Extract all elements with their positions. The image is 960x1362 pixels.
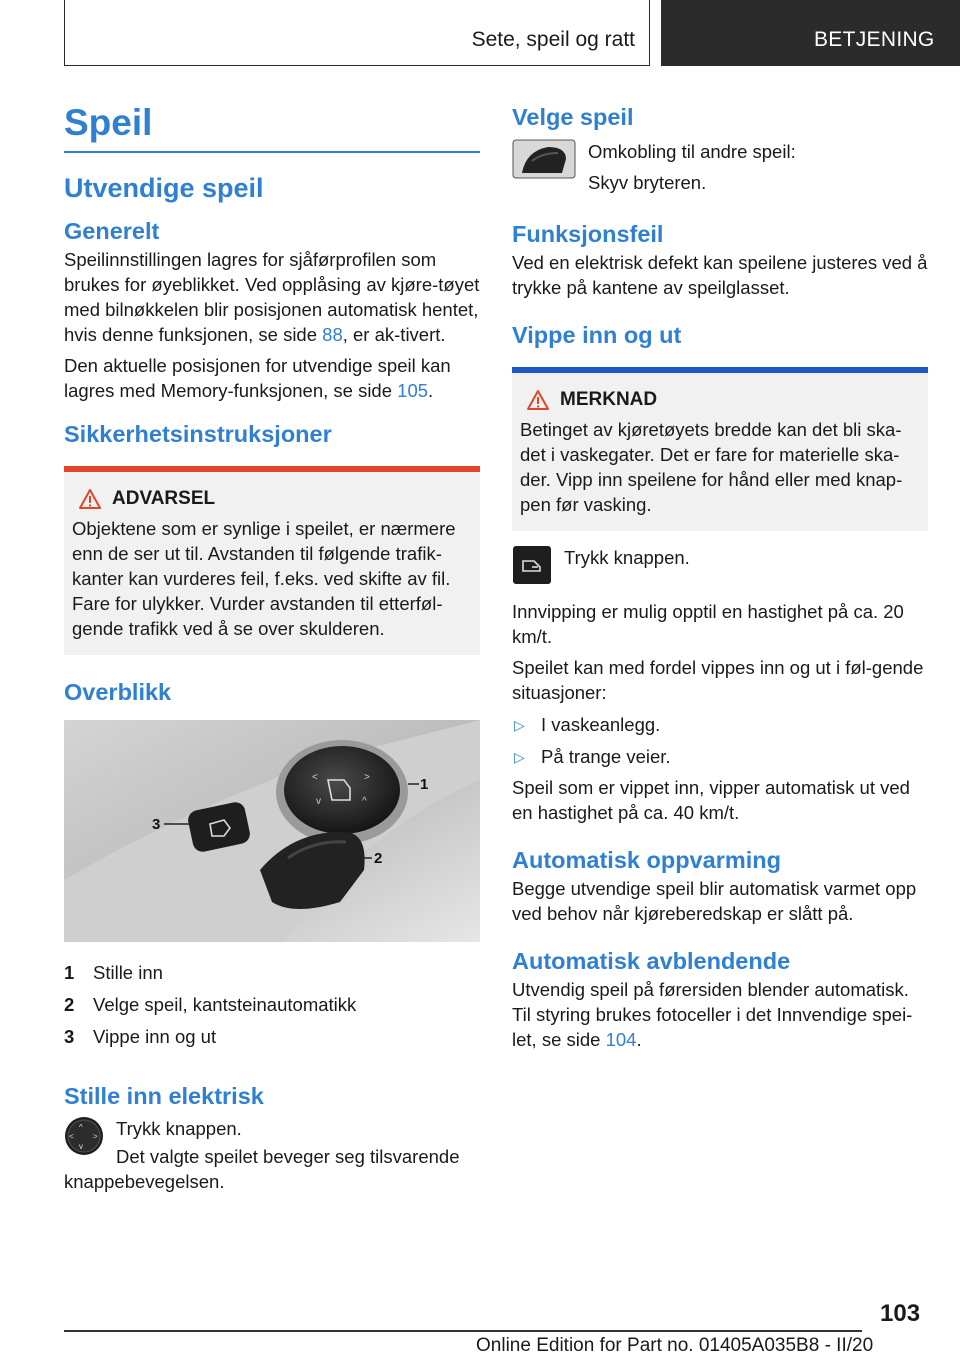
note-text: Betinget av kjøretøyets bredde kan det bli ska-det i vaskegater. Det er fare for materielle ska-der. Vipp inn speilene for hånd eller med knap-pen før vasking.: [520, 419, 903, 515]
fold-paragraph-1: Innvipping er mulig opptil en hastighet på ca. 20 km/t.: [512, 601, 904, 647]
heading-heating: Automatisk oppvarming: [512, 847, 781, 873]
triangle-bullet-icon: ▷: [514, 717, 525, 733]
warning-box: [64, 466, 480, 655]
page-number: 103: [880, 1300, 921, 1327]
list-item: ▷ I vaskeanlegg.: [512, 709, 928, 741]
heading-fold: Vippe inn og ut: [512, 322, 682, 348]
warning-triangle-icon: [78, 488, 102, 510]
header-chapter-title: BETJENING: [814, 28, 935, 51]
mirror-select-switch-icon: [512, 139, 576, 179]
svg-text:<: <: [69, 1132, 74, 1141]
fold-situations-list: [512, 709, 928, 773]
triangle-bullet-icon: ▷: [514, 749, 525, 765]
mirror-controls-photo: [64, 720, 480, 942]
note-box: [512, 367, 928, 531]
callout-2: 2: [374, 850, 383, 867]
page-title: Speil: [64, 102, 153, 143]
svg-text:<: <: [312, 772, 318, 783]
note-label: MERKNAD: [560, 389, 658, 410]
heading-adjust-electric: Stille inn elektrisk: [64, 1083, 264, 1109]
header-chapter-tab: [661, 0, 960, 66]
callout-1: 1: [420, 776, 429, 793]
dimming-text: Utvendig speil på førersiden blender automatisk. Til styring brukes fotoceller i det Innvendige spei-let, se side 104.: [512, 979, 913, 1050]
warning-header: [78, 488, 472, 510]
fold-button-icon: [512, 545, 552, 585]
legend-item: 3 Vippe inn og ut: [64, 1026, 217, 1047]
header-section-tab: [64, 0, 650, 66]
fold-press: Trykk knappen.: [564, 547, 690, 568]
legend-item: 1 Stille inn: [64, 962, 163, 983]
general-paragraph-2: Den aktuelle posisjonen for utvendige speil kan lagres med Memory-funksjonen, se side 105.: [64, 355, 451, 401]
adjust-line-1: Trykk knappen.: [116, 1118, 242, 1139]
general-paragraph-1: Speilinnstillingen lagres for sjåførprofilen som brukes for øyeblikket. Ved opplåsing av kjøre-tøyet med bilnøkkelen blir posisjonen automatisk hentet, hvis denne funksjonen, se side 88, er ak-tivert.: [64, 249, 480, 345]
title-divider: [64, 151, 480, 153]
select-instruction: [512, 139, 928, 195]
right-column: [512, 100, 928, 1052]
heading-dimming: Automatisk avblendende: [512, 948, 791, 974]
heading-select-mirror: Velge speil: [512, 104, 634, 130]
footer-edition: Online Edition for Part no. 01405A035B8 - II/20: [476, 1335, 874, 1356]
svg-text:>: >: [364, 772, 370, 783]
heating-text: Begge utvendige speil blir automatisk varmet opp ved behov når kjøreberedskap er slått på.: [512, 878, 917, 924]
fold-paragraph-2: Speilet kan med fordel vippes inn og ut i føl-gende situasjoner:: [512, 657, 924, 703]
list-item: ▷ På trange veier.: [512, 741, 928, 773]
svg-text:^: ^: [362, 796, 367, 807]
callout-3: 3: [152, 816, 161, 833]
page-link-105[interactable]: 105: [397, 380, 429, 401]
section-heading-outside-mirrors: Utvendige speil: [64, 173, 264, 203]
page-link-104[interactable]: 104: [605, 1029, 637, 1050]
fold-instruction: [512, 545, 928, 585]
warning-label: ADVARSEL: [112, 488, 216, 509]
select-line-2: Skyv bryteren.: [588, 172, 707, 193]
heading-overview: Overblikk: [64, 679, 172, 705]
select-line-1: Omkobling til andre speil:: [588, 141, 796, 162]
overview-legend: [64, 957, 480, 1053]
footer-divider: [64, 1330, 862, 1332]
header-section-title: Sete, speil og ratt: [471, 28, 635, 51]
fold-paragraph-3: Speil som er vippet inn, vipper automatisk ut ved en hastighet på ca. 40 km/t.: [512, 777, 910, 823]
svg-text:v: v: [316, 796, 321, 807]
svg-text:>: >: [93, 1132, 98, 1141]
warning-text: Objektene som er synlige i speilet, er nærmere enn de ser ut til. Avstanden til følgende trafik-kanter kan vurderes feil, f.eks. ved skifte av fil. Fare for ulykker. Vurder avstanden til etterføl-gende trafikk ved å se over skulderen.: [72, 518, 456, 639]
warning-triangle-icon: [526, 389, 550, 411]
left-column: [64, 100, 480, 1194]
svg-text:v: v: [79, 1142, 83, 1151]
four-way-button-icon: [64, 1116, 104, 1156]
heading-safety: Sikkerhetsinstruksjoner: [64, 421, 332, 447]
heading-malfunction: Funksjonsfeil: [512, 221, 664, 247]
page-link-88[interactable]: 88: [322, 324, 343, 345]
malfunction-text: Ved en elektrisk defekt kan speilene justeres ved å trykke på kantene av speilglasset.: [512, 252, 928, 298]
svg-text:^: ^: [79, 1123, 83, 1132]
note-header: [526, 389, 920, 411]
adjust-line-2: Det valgte speilet beveger seg tilsvarende knappebevegelsen.: [64, 1146, 460, 1192]
legend-item: 2 Velge speil, kantsteinautomatikk: [64, 994, 357, 1015]
heading-general: Generelt: [64, 218, 160, 244]
